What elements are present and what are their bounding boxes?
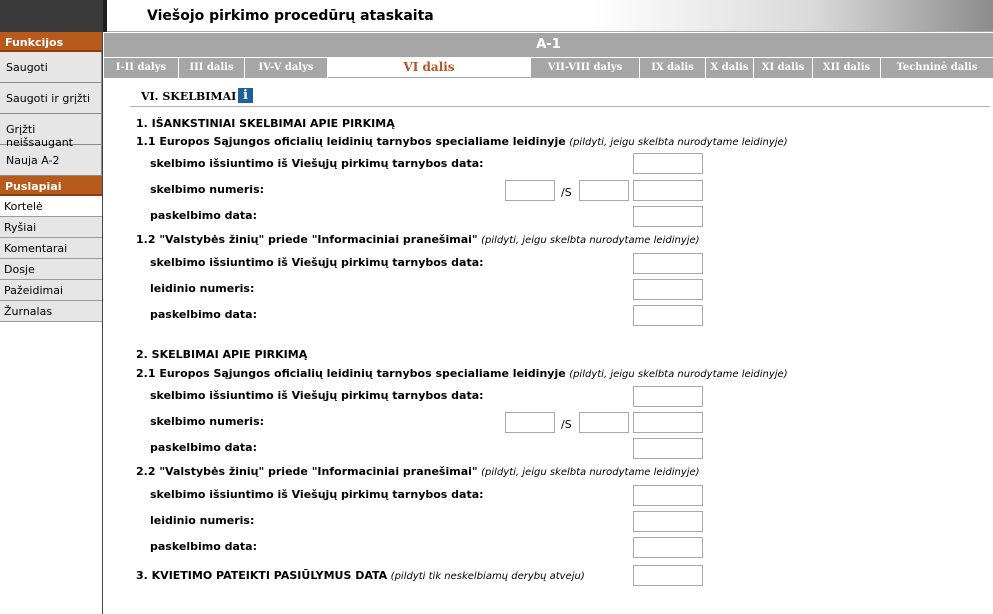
tab-vii-viii[interactable]: VII-VIII dalys <box>531 58 640 78</box>
tab-x[interactable]: X dalis <box>706 58 754 78</box>
number-separator: /S <box>561 418 572 431</box>
subsection-2-2 <box>136 465 700 478</box>
tab-xi[interactable]: XI dalis <box>754 58 813 78</box>
sidebar-item-rysiai[interactable]: Ryšiai <box>0 217 102 238</box>
subsection-1-1-title: 1.1 Europos Sąjungos oficialių leidinių tarnybos specialiame leidinyje <box>136 135 566 148</box>
tab-iii[interactable]: III dalis <box>179 58 245 78</box>
s2-2-issue-number-input[interactable] <box>633 511 703 532</box>
subsection-2-2-hint: (pildyti, jeigu skelbta nurodytame leidinyje) <box>481 467 700 478</box>
label-notice-number: skelbimo numeris: <box>150 183 265 196</box>
page-title: Viešojo pirkimo procedūrų ataskaita <box>147 8 434 24</box>
functions-header: Funkcijos <box>0 32 102 52</box>
s2-1-number-part1-input[interactable] <box>505 412 555 433</box>
label-published-date: paskelbimo data: <box>150 441 257 454</box>
subsection-1-2 <box>136 233 700 246</box>
label-issue-number: leidinio numeris: <box>150 282 255 295</box>
s2-2-published-date-input[interactable] <box>633 537 703 558</box>
section-3-title: 3. KVIETIMO PATEIKTI PASIŪLYMUS DATA <box>136 569 388 582</box>
new-a2-button[interactable]: Nauja A-2 <box>0 145 102 176</box>
label-sent-date: skelbimo išsiuntimo iš Viešųjų pirkimų tarnybos data: <box>150 256 484 269</box>
s2-1-sent-date-input[interactable] <box>633 386 703 407</box>
subsection-1-1 <box>136 135 788 148</box>
label-sent-date: skelbimo išsiuntimo iš Viešųjų pirkimų tarnybos data: <box>150 488 484 501</box>
sidebar-item-komentarai[interactable]: Komentarai <box>0 238 102 259</box>
subsection-1-2-hint: (pildyti, jeigu skelbta nurodytame leidinyje) <box>481 235 700 246</box>
section-1-title: 1. IŠANKSTINIAI SKELBIMAI APIE PIRKIMĄ <box>136 117 395 130</box>
tab-xii[interactable]: XII dalis <box>813 58 881 78</box>
tab-ix[interactable]: IX dalis <box>640 58 706 78</box>
save-button[interactable]: Saugoti <box>0 52 102 83</box>
tab-i-ii[interactable]: I-II dalys <box>104 58 179 78</box>
s1-1-sent-date-input[interactable] <box>633 153 703 174</box>
tab-technine[interactable]: Techninė dalis <box>896 62 978 73</box>
pages-header: Puslapiai <box>0 176 102 196</box>
s2-2-sent-date-input[interactable] <box>633 485 703 506</box>
label-published-date: paskelbimo data: <box>150 308 257 321</box>
tab-iv-v[interactable]: IV-V dalys <box>245 58 328 78</box>
section-heading: VI. SKELBIMAI <box>141 90 237 103</box>
s1-2-issue-number-input[interactable] <box>633 279 703 300</box>
section-3 <box>136 569 585 582</box>
subsection-2-1-hint: (pildyti, jeigu skelbta nurodytame leidinyje) <box>569 369 788 380</box>
sidebar <box>0 32 103 614</box>
subsection-2-2-title: 2.2 "Valstybės žinių" priede "Informaciniai pranešimai" <box>136 465 478 478</box>
s2-1-published-date-input[interactable] <box>633 438 703 459</box>
label-published-date: paskelbimo data: <box>150 209 257 222</box>
subsection-1-1-hint: (pildyti, jeigu skelbta nurodytame leidinyje) <box>569 137 788 148</box>
subsection-2-1-title: 2.1 Europos Sąjungos oficialių leidinių tarnybos specialiame leidinyje <box>136 367 566 380</box>
s3-invitation-date-input[interactable] <box>633 565 703 586</box>
tab-vi[interactable]: VI dalis <box>328 58 531 78</box>
subsection-1-2-title: 1.2 "Valstybės žinių" priede "Informaciniai pranešimai" <box>136 233 478 246</box>
return-without-saving-button[interactable]: Grįžti neišsaugant <box>0 114 102 145</box>
sidebar-item-dosje[interactable]: Dosje <box>0 259 102 280</box>
s1-1-published-date-input[interactable] <box>633 206 703 227</box>
section-3-hint: (pildyti tik neskelbiamų derybų atveju) <box>390 571 585 582</box>
sidebar-item-zurnalas[interactable]: Žurnalas <box>0 301 102 322</box>
s1-2-published-date-input[interactable] <box>633 305 703 326</box>
sidebar-item-kortele[interactable]: Kortelė <box>0 196 102 217</box>
info-icon[interactable]: i <box>238 88 253 103</box>
s2-1-number-part3-input[interactable] <box>633 412 703 433</box>
window-corner <box>0 0 103 32</box>
s1-1-number-part2-input[interactable] <box>579 180 629 201</box>
heading-divider <box>130 106 990 107</box>
save-and-return-button[interactable]: Saugoti ir grįžti <box>0 83 102 114</box>
tab-bar <box>104 58 993 78</box>
label-published-date: paskelbimo data: <box>150 540 257 553</box>
number-separator: /S <box>561 186 572 199</box>
label-issue-number: leidinio numeris: <box>150 514 255 527</box>
section-title: A-1 <box>104 33 993 57</box>
s1-1-number-part1-input[interactable] <box>505 180 555 201</box>
label-sent-date: skelbimo išsiuntimo iš Viešųjų pirkimų tarnybos data: <box>150 389 484 402</box>
section-2-title: 2. SKELBIMAI APIE PIRKIMĄ <box>136 348 308 361</box>
label-sent-date: skelbimo išsiuntimo iš Viešųjų pirkimų tarnybos data: <box>150 157 484 170</box>
subsection-2-1 <box>136 367 788 380</box>
s2-1-number-part2-input[interactable] <box>579 412 629 433</box>
sidebar-item-pazeidimai[interactable]: Pažeidimai <box>0 280 102 301</box>
s1-2-sent-date-input[interactable] <box>633 253 703 274</box>
label-notice-number: skelbimo numeris: <box>150 415 265 428</box>
s1-1-number-part3-input[interactable] <box>633 180 703 201</box>
title-accent <box>103 0 107 32</box>
